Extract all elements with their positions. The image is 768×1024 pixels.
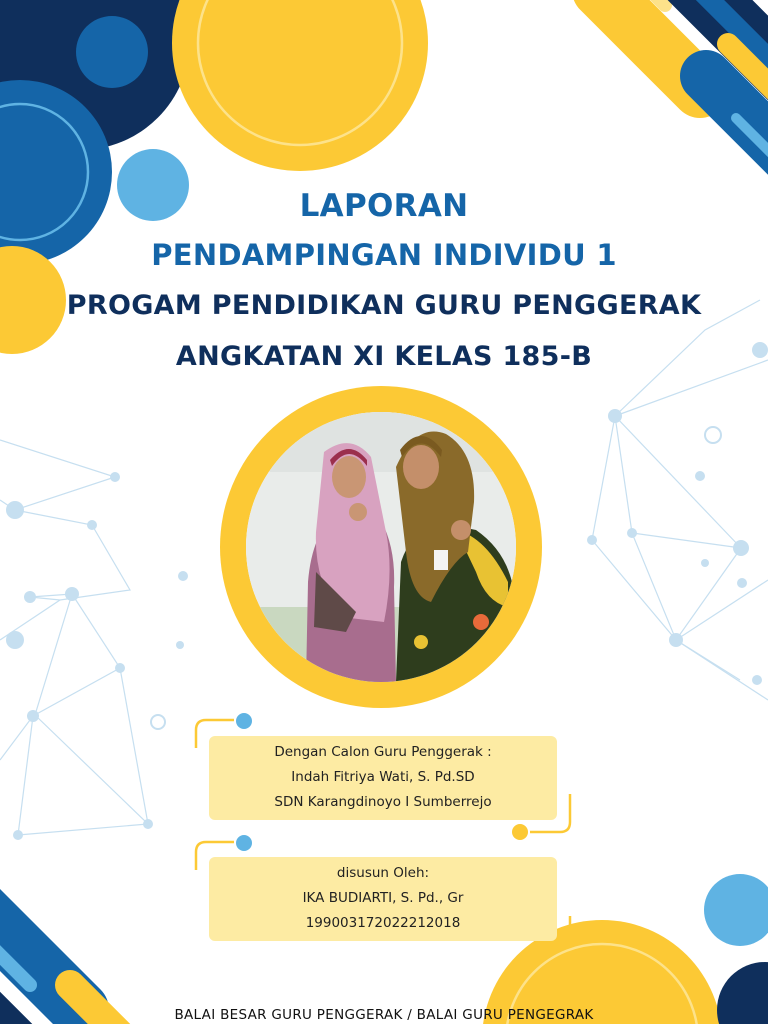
photo bbox=[246, 412, 516, 682]
report-title: LAPORAN bbox=[299, 188, 469, 224]
candidate-label: Dengan Calon Guru Penggerak : bbox=[274, 744, 492, 760]
report-subtitle: PENDAMPINGAN INDIVIDU 1 bbox=[151, 238, 617, 272]
top-right-stripes bbox=[600, 0, 768, 172]
candidate-name: Indah Fitriya Wati, S. Pd.SD bbox=[291, 769, 475, 785]
photo-illustration bbox=[246, 412, 516, 682]
network-nodes-left bbox=[6, 472, 188, 840]
top-yellow-circle bbox=[172, 0, 428, 171]
candidate-info-box bbox=[209, 736, 557, 820]
author-nip: 199003172022212018 bbox=[305, 915, 461, 931]
photo-frame bbox=[220, 386, 542, 708]
author-label: disusun Oleh: bbox=[336, 865, 430, 881]
footer-institution: BALAI BESAR GURU PENGGERAK / BALAI GURU PENGEGRAK bbox=[174, 1007, 594, 1023]
author-name: IKA BUDIARTI, S. Pd., Gr bbox=[302, 890, 464, 906]
author-info-box bbox=[209, 857, 557, 941]
program-title: PROGAM PENDIDIKAN GURU PENGGERAK bbox=[66, 290, 702, 321]
class-title: ANGKATAN XI KELAS 185-B bbox=[175, 341, 593, 372]
candidate-school: SDN Karangdinoyo I Sumberrejo bbox=[274, 794, 492, 810]
